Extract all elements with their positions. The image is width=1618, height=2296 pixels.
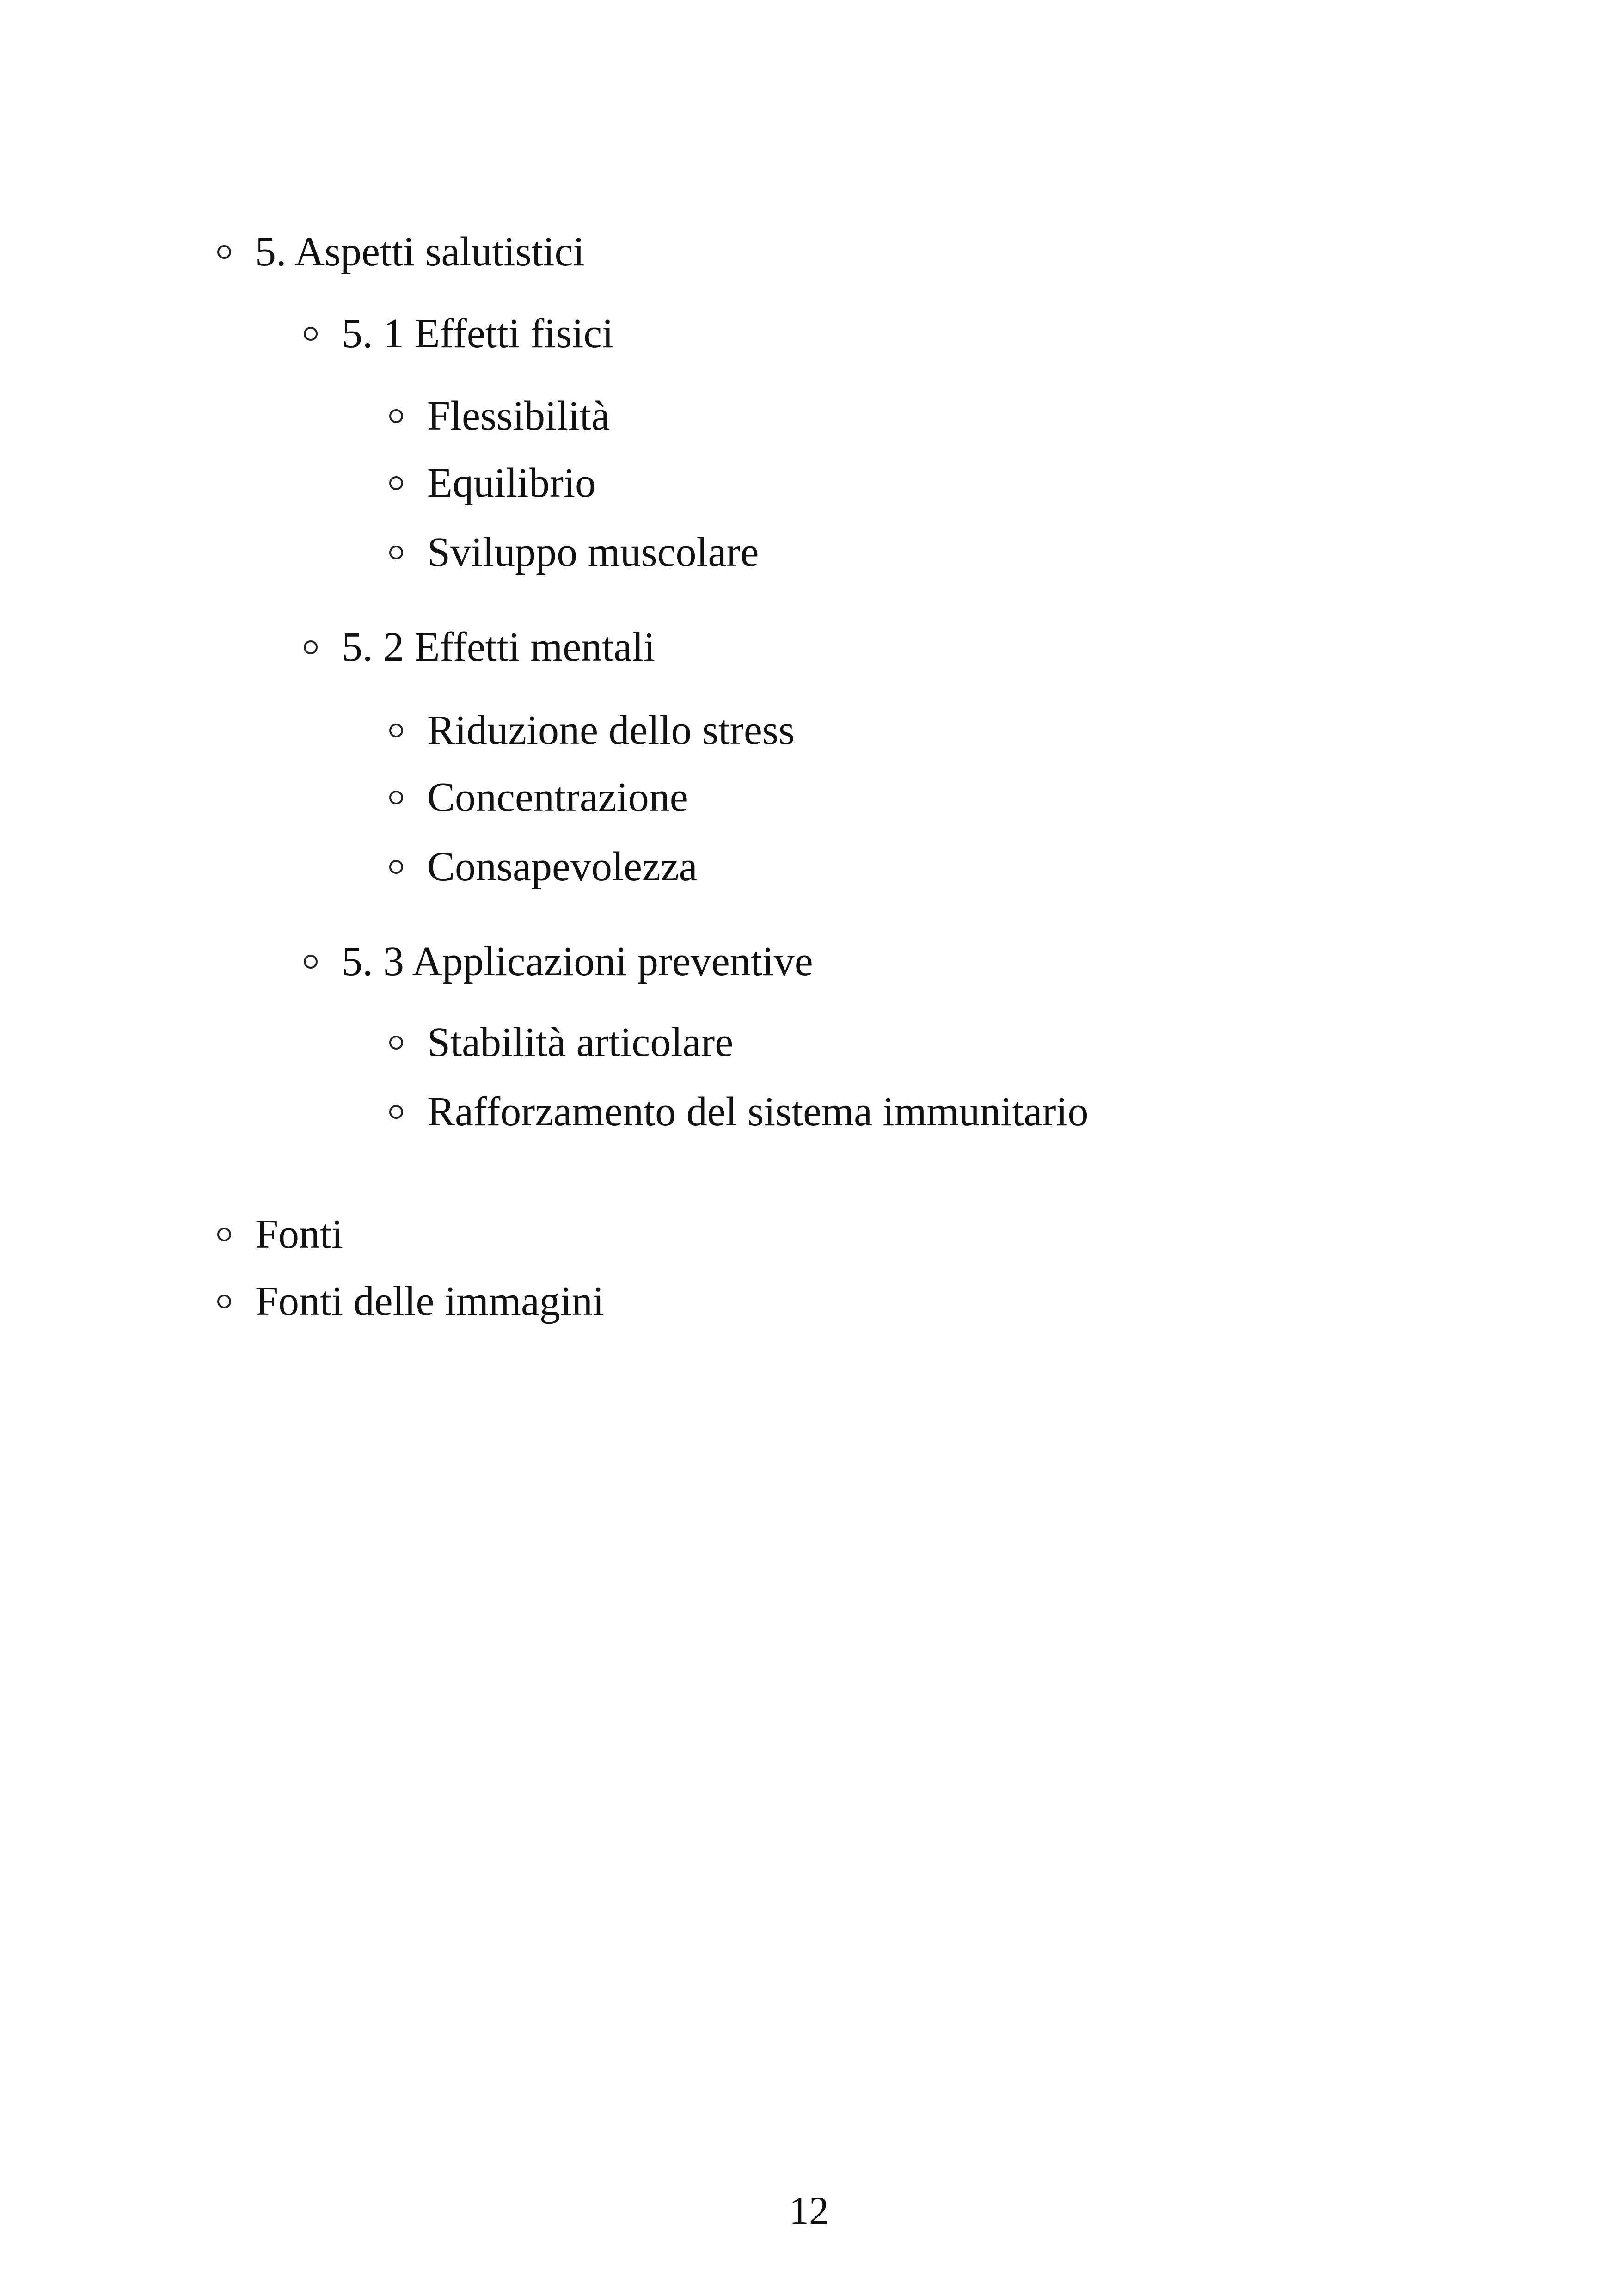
- circle-bullet-icon: [389, 1105, 403, 1119]
- toc-item-fonti: [217, 1211, 343, 1257]
- circle-bullet-icon: [389, 791, 403, 804]
- circle-bullet-icon: [389, 546, 403, 559]
- circle-bullet-icon: [389, 476, 403, 490]
- circle-bullet-icon: [389, 1036, 403, 1050]
- circle-bullet-icon: [389, 860, 403, 874]
- toc-item-5-2: [304, 626, 655, 668]
- toc-item-fonti-immagini: [217, 1278, 604, 1324]
- circle-bullet-icon: [217, 1295, 231, 1308]
- toc-item-label: Flessibilità: [427, 393, 610, 439]
- toc-item-section-5: [217, 231, 585, 273]
- circle-bullet-icon: [304, 640, 318, 654]
- toc-item-label: 5. 2 Effetti mentali: [342, 624, 656, 670]
- toc-item-label: Equilibrio: [427, 460, 596, 506]
- circle-bullet-icon: [217, 1228, 231, 1241]
- circle-bullet-icon: [389, 409, 403, 423]
- toc-item-5-3: [304, 941, 813, 982]
- toc-item-concentrazione: [389, 774, 688, 820]
- toc-item-label: Fonti delle immagini: [255, 1278, 604, 1324]
- toc-item-sviluppo-muscolare: [389, 529, 759, 575]
- toc-item-label: Fonti: [255, 1211, 343, 1257]
- toc-item-label: Sviluppo muscolare: [427, 529, 759, 575]
- circle-bullet-icon: [304, 955, 318, 969]
- toc-item-riduzione-stress: [389, 707, 795, 753]
- toc-item-stabilita-articolare: [389, 1019, 734, 1065]
- toc-item-equilibrio: [389, 462, 596, 504]
- toc-item-label: 5. 1 Effetti fisici: [342, 311, 614, 356]
- toc-item-label: Concentrazione: [427, 774, 688, 820]
- toc-item-label: 5. Aspetti salutistici: [255, 229, 585, 275]
- toc-item-label: Rafforzamento del sistema immunitario: [427, 1089, 1089, 1135]
- circle-bullet-icon: [217, 245, 231, 259]
- toc-item-rafforzamento-immunitario: [389, 1091, 1088, 1133]
- toc-item-label: Riduzione dello stress: [427, 707, 795, 753]
- circle-bullet-icon: [304, 327, 318, 341]
- toc-item-label: Stabilità articolare: [427, 1019, 734, 1065]
- toc-item-label: 5. 3 Applicazioni preventive: [342, 939, 813, 984]
- toc-item-label: Consapevolezza: [427, 844, 698, 890]
- toc-item-5-1: [304, 313, 613, 355]
- circle-bullet-icon: [389, 724, 403, 737]
- toc-item-consapevolezza: [389, 846, 698, 888]
- toc-item-flessibilita: [389, 395, 610, 437]
- page-number: 12: [789, 2188, 829, 2233]
